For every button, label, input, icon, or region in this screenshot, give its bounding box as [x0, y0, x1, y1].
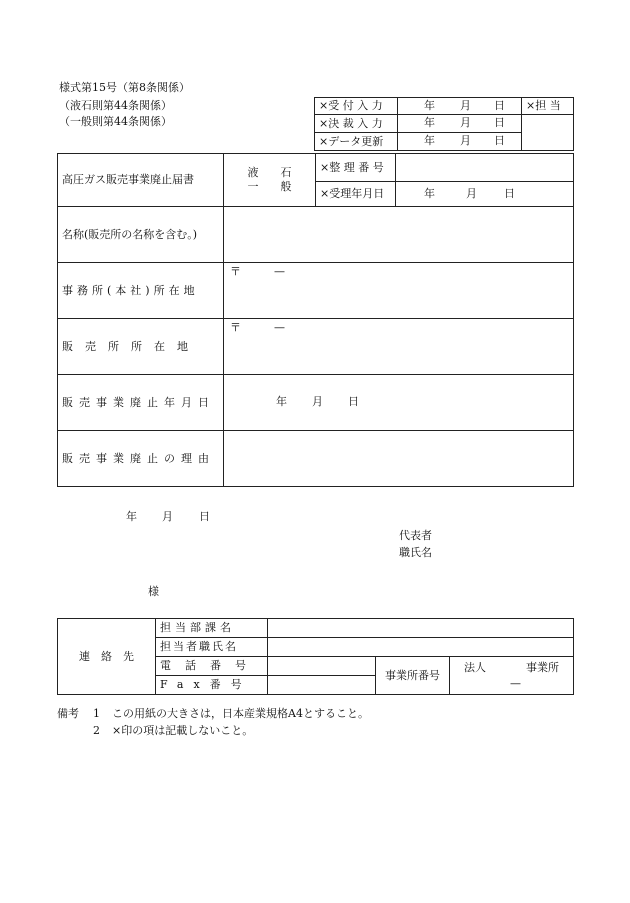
submission-day: 日 [199, 510, 210, 523]
submission-month: 月 [162, 510, 173, 523]
category-liquefied-petroleum: 液 石 [247, 166, 292, 179]
corporation-label: 法人 [464, 661, 486, 674]
category-cell [224, 154, 316, 207]
decision-input-label: ×決 裁 入 力 [315, 115, 398, 133]
discontinuation-reason-label: 販売事業廃止の理由 [58, 431, 224, 487]
note-2-number: 2 [93, 724, 100, 737]
office-number-dash: — [510, 677, 521, 690]
month-label: 月 [466, 187, 477, 200]
staff-label: ×担 当 [522, 98, 574, 115]
postal-code: 〒 — [230, 265, 285, 278]
department-label: 担当部課名 [156, 619, 268, 638]
month-label: 月 [460, 134, 471, 147]
note-1-number: 1 [93, 707, 100, 720]
head-office-address-field[interactable] [224, 263, 574, 319]
note-2-text: ×印の項は記載しないこと。 [112, 724, 254, 737]
form-title: 高圧ガス販売事業廃止届書 [58, 154, 224, 207]
phone-number-field[interactable] [268, 657, 376, 676]
office-use-table [314, 97, 574, 151]
rule-liquefied-petroleum: （液石則第44条関係） [59, 99, 172, 112]
fax-number-field[interactable] [268, 676, 376, 695]
department-field[interactable] [268, 619, 574, 638]
staff-stamp-field[interactable] [522, 115, 574, 151]
day-label: 日 [494, 99, 505, 112]
head-office-address-label: 事務所(本社)所在地 [58, 263, 224, 319]
sales-office-address-label: 販売所所在地 [58, 319, 224, 375]
person-in-charge-field[interactable] [268, 638, 574, 657]
year-label: 年 [424, 116, 435, 129]
representative-label: 代表者 [399, 529, 432, 542]
discontinuation-date-field[interactable] [224, 375, 574, 431]
business-name-label: 名称(販売所の名称を含む。) [58, 207, 224, 263]
person-in-charge-label: 担当者職氏名 [156, 638, 268, 657]
contact-section-label: 連 絡 先 [58, 619, 156, 695]
postal-code: 〒 — [230, 321, 285, 334]
office-label: 事業所 [526, 661, 559, 674]
sales-office-address-field[interactable] [224, 319, 574, 375]
fax-number-label: Fax番号 [156, 676, 268, 695]
title-name-label: 職氏名 [399, 546, 432, 559]
office-number-field[interactable] [450, 657, 574, 695]
month-label: 月 [312, 395, 323, 408]
phone-number-label: 電話番号 [156, 657, 268, 676]
day-label: 日 [494, 134, 505, 147]
day-label: 日 [504, 187, 515, 200]
reference-number-field[interactable] [396, 154, 574, 182]
year-label: 年 [424, 134, 435, 147]
year-label: 年 [424, 99, 435, 112]
discontinuation-date-label: 販売事業廃止年月日 [58, 375, 224, 431]
receipt-input-date[interactable] [398, 98, 522, 115]
note-1-text: この用紙の大きさは，日本産業規格A4とすること。 [112, 707, 369, 720]
month-label: 月 [460, 99, 471, 112]
reference-number-label: ×整 理 番 号 [316, 154, 396, 182]
notes-prefix: 備考 [57, 707, 79, 720]
year-label: 年 [276, 395, 287, 408]
day-label: 日 [348, 395, 359, 408]
year-label: 年 [424, 187, 435, 200]
receipt-input-label: ×受 付 入 力 [315, 98, 398, 115]
submission-year: 年 [126, 510, 137, 523]
form-number: 様式第15号（第8条関係） [59, 81, 190, 94]
addressee-honorific: 様 [148, 585, 159, 598]
day-label: 日 [494, 116, 505, 129]
receipt-date-field[interactable] [396, 182, 574, 207]
decision-input-date[interactable] [398, 115, 522, 133]
category-general: 一 般 [247, 180, 292, 193]
data-update-label: ×データ更新 [315, 133, 398, 151]
discontinuation-reason-field[interactable] [224, 431, 574, 487]
main-form-table [57, 153, 574, 487]
business-name-field[interactable] [224, 207, 574, 263]
rule-general: （一般則第44条関係） [59, 115, 172, 128]
month-label: 月 [460, 116, 471, 129]
contact-table [57, 618, 574, 695]
data-update-date[interactable] [398, 133, 522, 151]
office-number-label: 事業所番号 [376, 657, 450, 695]
receipt-date-label: ×受理年月日 [316, 182, 396, 207]
